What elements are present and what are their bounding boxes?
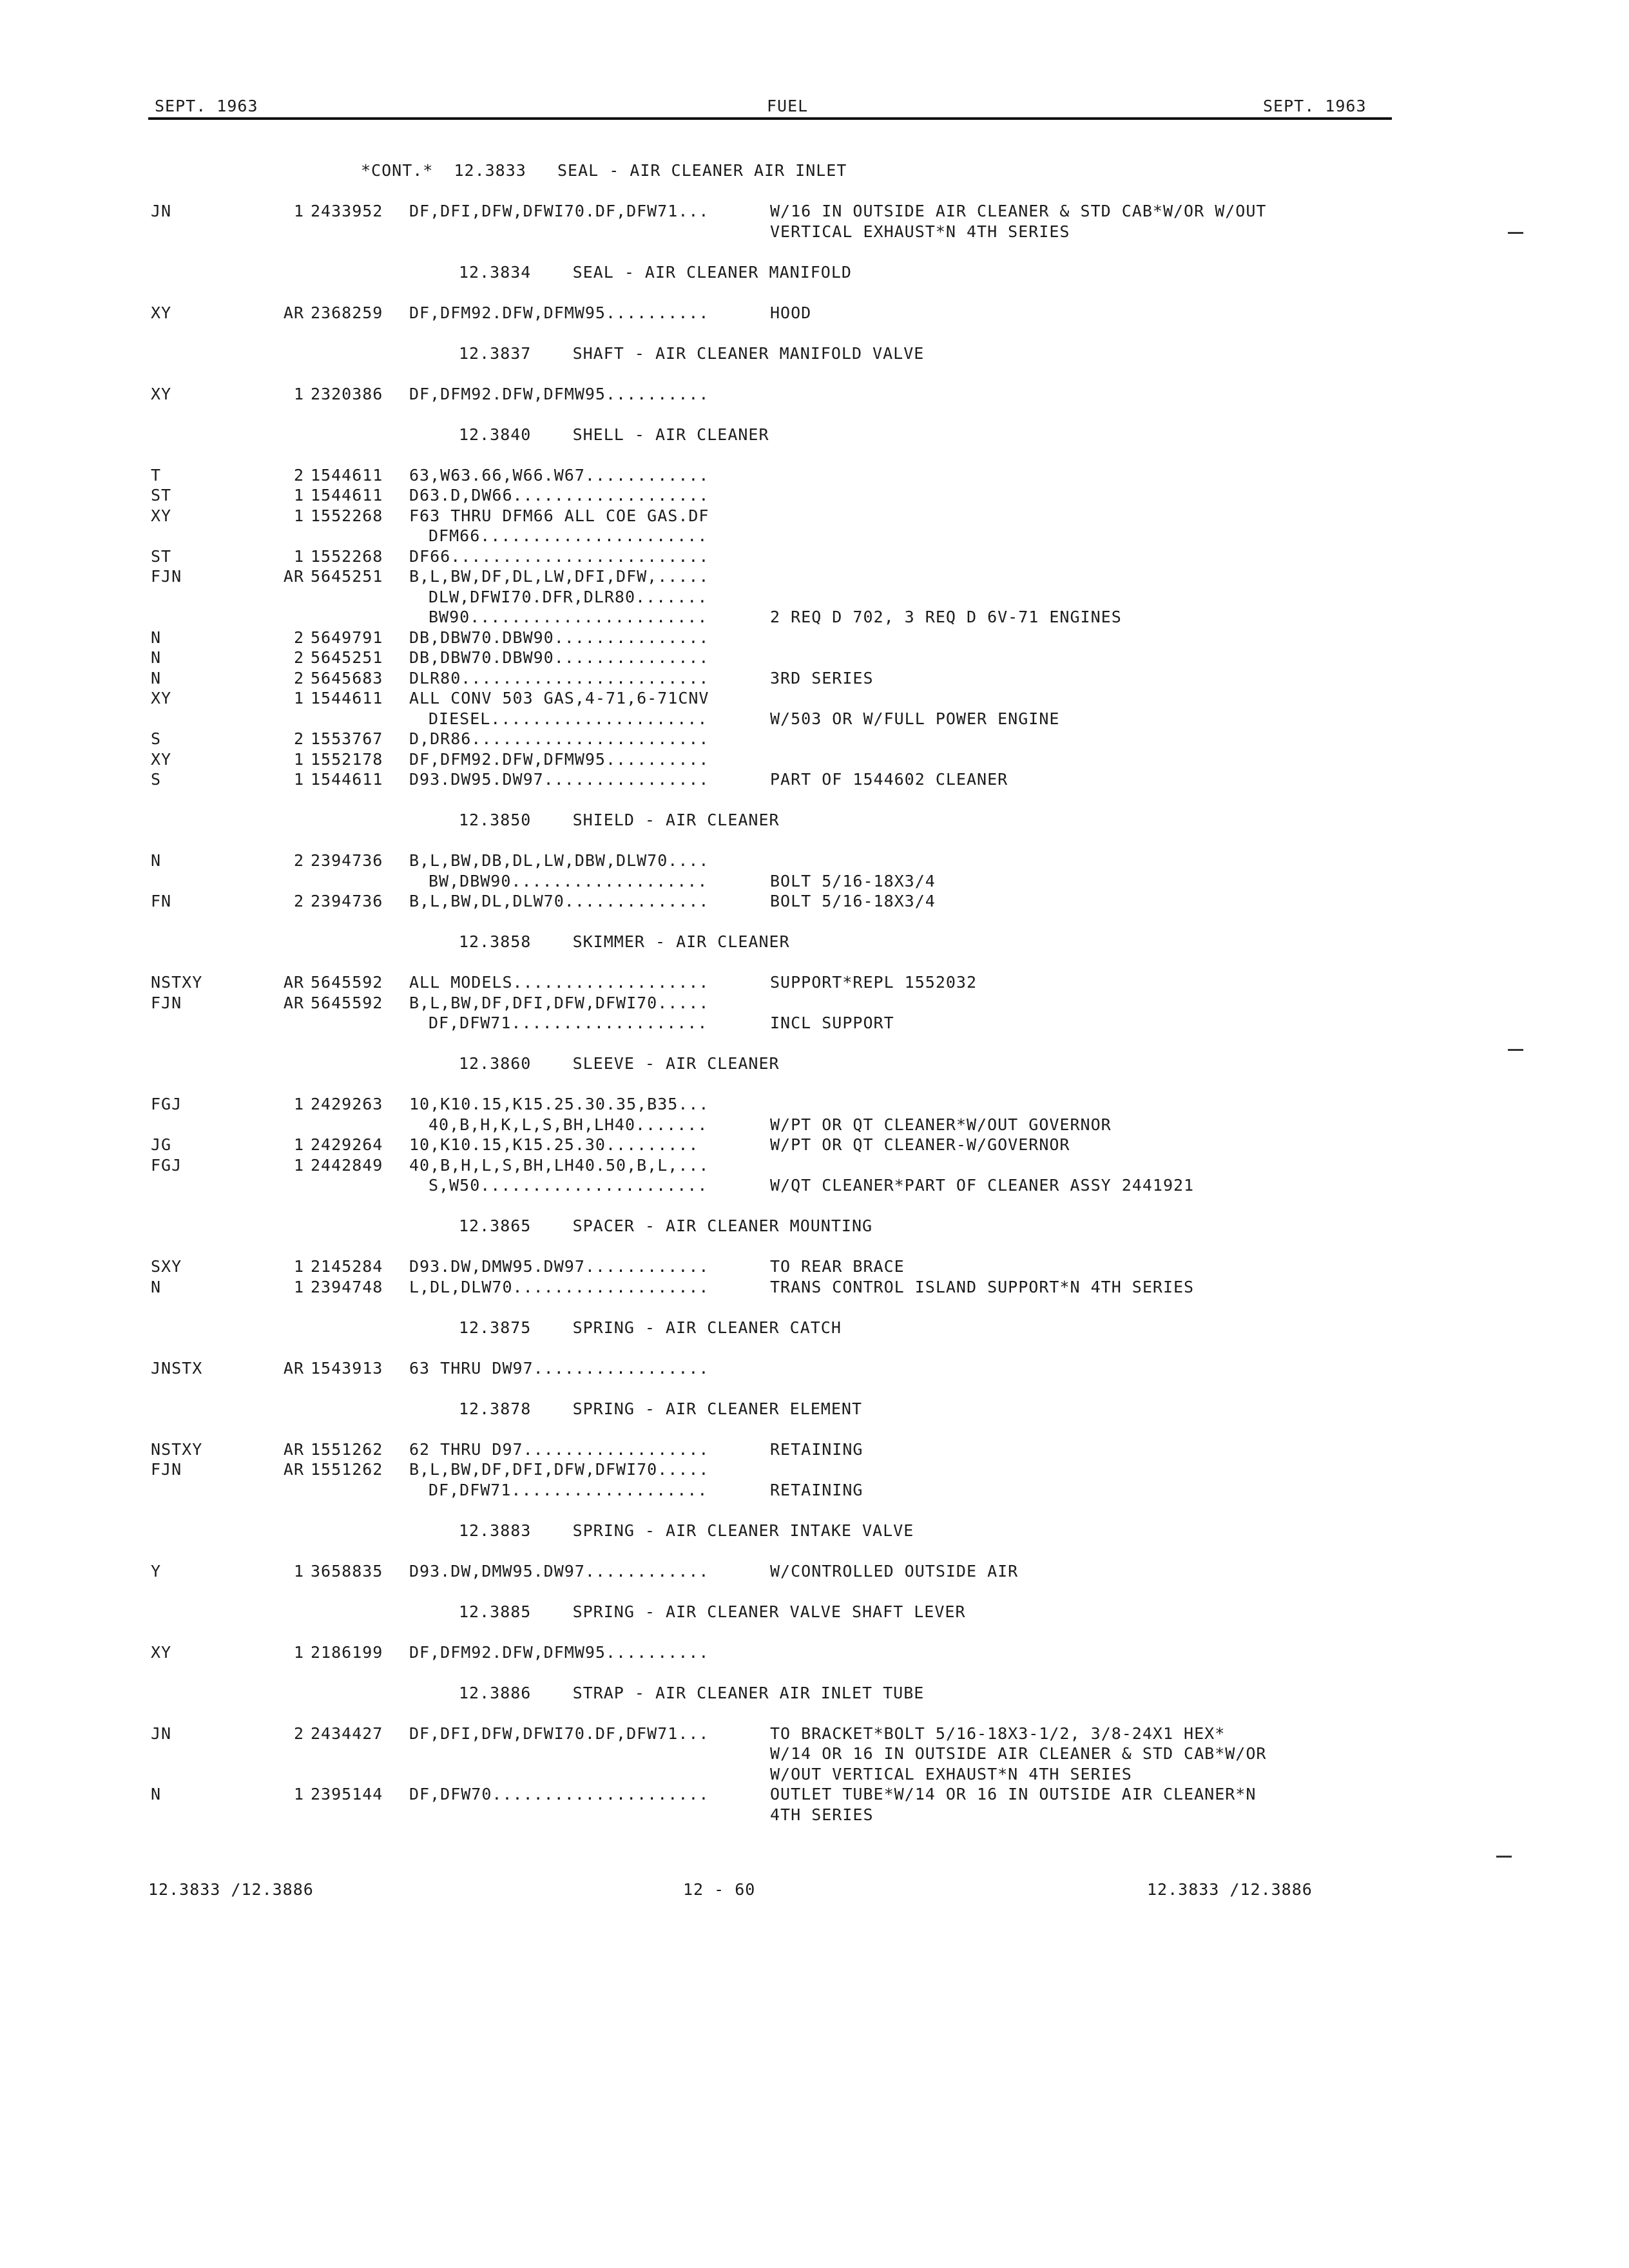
section-heading: 12.3860 SLEEVE - AIR CLEANER bbox=[459, 1054, 780, 1073]
model-list-continued: BW90....................... bbox=[429, 608, 708, 626]
quantity: 1 bbox=[293, 1135, 304, 1154]
remark-text: 2 REQ D 702, 3 REQ D 6V-71 ENGINES bbox=[770, 608, 1122, 626]
part-number: 2368259 bbox=[311, 303, 383, 322]
model-list: 40,B,H,L,S,BH,LH40.50,B,L,... bbox=[409, 1156, 709, 1175]
part-number: 2442849 bbox=[311, 1156, 383, 1175]
model-list-continued: DLW,DFWI70.DFR,DLR80....... bbox=[429, 588, 708, 606]
part-number: 5645683 bbox=[311, 669, 383, 687]
quantity: 2 bbox=[293, 729, 304, 748]
usage-code: ST bbox=[151, 547, 172, 566]
margin-mark bbox=[1508, 232, 1523, 234]
model-list: ALL MODELS................... bbox=[409, 973, 709, 992]
model-list-continued: S,W50...................... bbox=[429, 1176, 708, 1195]
model-list: DF,DFM92.DFW,DFMW95.......... bbox=[409, 303, 709, 322]
quantity: AR bbox=[283, 303, 304, 322]
part-number: 2186199 bbox=[311, 1643, 383, 1662]
quantity: 1 bbox=[293, 1156, 304, 1175]
remark-text: BOLT 5/16-18X3/4 bbox=[770, 872, 936, 890]
model-list: B,L,BW,DF,DFI,DFW,DFWI70..... bbox=[409, 1460, 709, 1479]
model-list: DF,DFM92.DFW,DFMW95.......... bbox=[409, 1643, 709, 1662]
part-number: 1552268 bbox=[311, 547, 383, 566]
margin-mark bbox=[1508, 1049, 1523, 1051]
usage-code: Y bbox=[151, 1562, 162, 1581]
remark-text: W/QT CLEANER*PART OF CLEANER ASSY 2441921 bbox=[770, 1176, 1195, 1195]
remark-text: SUPPORT*REPL 1552032 bbox=[770, 973, 978, 992]
usage-code: XY bbox=[151, 1643, 172, 1662]
part-number: 5649791 bbox=[311, 628, 383, 647]
model-list: B,L,BW,DL,DLW70.............. bbox=[409, 892, 709, 910]
quantity: 1 bbox=[293, 1785, 304, 1803]
usage-code: FN bbox=[151, 892, 172, 910]
part-number: 2429264 bbox=[311, 1135, 383, 1154]
section-heading: 12.3883 SPRING - AIR CLEANER INTAKE VALVE bbox=[459, 1521, 914, 1540]
part-number: 2433952 bbox=[311, 202, 383, 220]
model-list: 63 THRU DW97................. bbox=[409, 1359, 709, 1378]
usage-code: FJN bbox=[151, 994, 182, 1012]
margin-mark bbox=[1496, 1856, 1512, 1858]
section-heading: 12.3858 SKIMMER - AIR CLEANER bbox=[459, 932, 790, 951]
quantity: 2 bbox=[293, 466, 304, 485]
part-number: 1552178 bbox=[311, 750, 383, 769]
usage-code: JN bbox=[151, 202, 172, 220]
usage-code: N bbox=[151, 628, 162, 647]
usage-code: JNSTX bbox=[151, 1359, 203, 1378]
model-list-continued: DF,DFW71................... bbox=[429, 1014, 708, 1032]
quantity: 1 bbox=[293, 1643, 304, 1662]
header-rule bbox=[148, 117, 1392, 120]
part-number: 1544611 bbox=[311, 466, 383, 485]
section-heading: 12.3850 SHIELD - AIR CLEANER bbox=[459, 811, 780, 829]
part-number: 2394736 bbox=[311, 892, 383, 910]
part-number: 1551262 bbox=[311, 1460, 383, 1479]
usage-code: XY bbox=[151, 303, 172, 322]
part-number: 2429263 bbox=[311, 1095, 383, 1113]
part-number: 2395144 bbox=[311, 1785, 383, 1803]
quantity: 1 bbox=[293, 689, 304, 707]
remark-text: W/CONTROLLED OUTSIDE AIR bbox=[770, 1562, 1019, 1581]
part-number: 2394736 bbox=[311, 851, 383, 870]
remark-text: W/503 OR W/FULL POWER ENGINE bbox=[770, 709, 1060, 728]
quantity: AR bbox=[283, 567, 304, 586]
quantity: 1 bbox=[293, 385, 304, 403]
usage-code: N bbox=[151, 669, 162, 687]
model-list-continued: DIESEL..................... bbox=[429, 709, 708, 728]
remark-text: PART OF 1544602 CLEANER bbox=[770, 770, 1008, 789]
model-list-continued: BW,DBW90................... bbox=[429, 872, 708, 890]
quantity: AR bbox=[283, 1440, 304, 1459]
quantity: 1 bbox=[293, 1562, 304, 1581]
part-number: 2394748 bbox=[311, 1278, 383, 1296]
footer-range-right: 12.3833 /12.3886 bbox=[1147, 1880, 1313, 1899]
model-list: B,L,BW,DB,DL,LW,DBW,DLW70.... bbox=[409, 851, 709, 870]
part-number: 1544611 bbox=[311, 486, 383, 505]
usage-code: JN bbox=[151, 1724, 172, 1743]
part-number: 2145284 bbox=[311, 1257, 383, 1276]
remark-text: W/14 OR 16 IN OUTSIDE AIR CLEANER & STD CAB*W/OR bbox=[770, 1744, 1267, 1763]
usage-code: ST bbox=[151, 486, 172, 505]
model-list-continued: DFM66...................... bbox=[429, 526, 708, 545]
usage-code: S bbox=[151, 770, 162, 789]
remark-text: 3RD SERIES bbox=[770, 669, 874, 687]
usage-code: XY bbox=[151, 750, 172, 769]
quantity: 1 bbox=[293, 1278, 304, 1296]
remark-text: W/PT OR QT CLEANER-W/GOVERNOR bbox=[770, 1135, 1070, 1154]
part-number: 2320386 bbox=[311, 385, 383, 403]
model-list: F63 THRU DFM66 ALL COE GAS.DF bbox=[409, 506, 709, 525]
usage-code: XY bbox=[151, 689, 172, 707]
footer-page-number: 12 - 60 bbox=[683, 1880, 756, 1899]
model-list: DF,DFI,DFW,DFWI70.DF,DFW71... bbox=[409, 1724, 709, 1743]
usage-code: FJN bbox=[151, 567, 182, 586]
usage-code: N bbox=[151, 851, 162, 870]
remark-text: TRANS CONTROL ISLAND SUPPORT*N 4TH SERIES bbox=[770, 1278, 1195, 1296]
model-list: DF,DFM92.DFW,DFMW95.......... bbox=[409, 385, 709, 403]
usage-code: FGJ bbox=[151, 1095, 182, 1113]
remark-text: VERTICAL EXHAUST*N 4TH SERIES bbox=[770, 222, 1070, 241]
remark-text: 4TH SERIES bbox=[770, 1805, 874, 1824]
usage-code: NSTXY bbox=[151, 973, 203, 992]
quantity: 1 bbox=[293, 1257, 304, 1276]
remark-text: W/PT OR QT CLEANER*W/OUT GOVERNOR bbox=[770, 1115, 1112, 1134]
usage-code: FJN bbox=[151, 1460, 182, 1479]
usage-code: XY bbox=[151, 506, 172, 525]
model-list: D93.DW,DMW95.DW97............ bbox=[409, 1562, 709, 1581]
remark-text: OUTLET TUBE*W/14 OR 16 IN OUTSIDE AIR CLEANER*N bbox=[770, 1785, 1257, 1803]
section-heading: 12.3885 SPRING - AIR CLEANER VALVE SHAFT LEVER bbox=[459, 1602, 966, 1621]
quantity: 2 bbox=[293, 1724, 304, 1743]
section-heading: 12.3875 SPRING - AIR CLEANER CATCH bbox=[459, 1318, 842, 1337]
part-number: 5645592 bbox=[311, 994, 383, 1012]
usage-code: N bbox=[151, 1278, 162, 1296]
remark-text: W/16 IN OUTSIDE AIR CLEANER & STD CAB*W/OR W/OUT bbox=[770, 202, 1267, 220]
part-number: 1544611 bbox=[311, 770, 383, 789]
model-list: DB,DBW70.DBW90............... bbox=[409, 648, 709, 667]
remark-text: RETAINING bbox=[770, 1440, 863, 1459]
section-heading: *CONT.* 12.3833 SEAL - AIR CLEANER AIR INLET bbox=[361, 161, 847, 180]
section-heading: 12.3865 SPACER - AIR CLEANER MOUNTING bbox=[459, 1216, 873, 1235]
model-list: 62 THRU D97.................. bbox=[409, 1440, 709, 1459]
quantity: 2 bbox=[293, 628, 304, 647]
usage-code: JG bbox=[151, 1135, 172, 1154]
part-number: 5645592 bbox=[311, 973, 383, 992]
quantity: AR bbox=[283, 973, 304, 992]
model-list-continued: DF,DFW71................... bbox=[429, 1481, 708, 1499]
usage-code: N bbox=[151, 648, 162, 667]
part-number: 5645251 bbox=[311, 567, 383, 586]
quantity: 1 bbox=[293, 506, 304, 525]
quantity: 1 bbox=[293, 750, 304, 769]
model-list: D,DR86....................... bbox=[409, 729, 709, 748]
section-heading: 12.3886 STRAP - AIR CLEANER AIR INLET TUBE bbox=[459, 1684, 925, 1702]
quantity: 2 bbox=[293, 669, 304, 687]
quantity: 2 bbox=[293, 851, 304, 870]
quantity: 1 bbox=[293, 486, 304, 505]
remark-text: RETAINING bbox=[770, 1481, 863, 1499]
model-list: B,L,BW,DF,DL,LW,DFI,DFW,..... bbox=[409, 567, 709, 586]
remark-text: TO BRACKET*BOLT 5/16-18X3-1/2, 3/8-24X1 HEX* bbox=[770, 1724, 1226, 1743]
part-number: 5645251 bbox=[311, 648, 383, 667]
model-list: DB,DBW70.DBW90............... bbox=[409, 628, 709, 647]
model-list: DF66......................... bbox=[409, 547, 709, 566]
header-date-left: SEPT. 1963 bbox=[155, 97, 258, 115]
part-number: 1543913 bbox=[311, 1359, 383, 1378]
model-list: DF,DFI,DFW,DFWI70.DF,DFW71... bbox=[409, 202, 709, 220]
model-list: 10,K10.15,K15.25.30.35,B35... bbox=[409, 1095, 709, 1113]
model-list: DLR80........................ bbox=[409, 669, 709, 687]
quantity: 1 bbox=[293, 1095, 304, 1113]
header-date-right: SEPT. 1963 bbox=[1263, 97, 1367, 115]
model-list: DF,DFM92.DFW,DFMW95.......... bbox=[409, 750, 709, 769]
model-list: D93.DW95.DW97................ bbox=[409, 770, 709, 789]
section-heading: 12.3840 SHELL - AIR CLEANER bbox=[459, 425, 769, 444]
remark-text: TO REAR BRACE bbox=[770, 1257, 905, 1276]
model-list-continued: 40,B,H,K,L,S,BH,LH40....... bbox=[429, 1115, 708, 1134]
section-heading: 12.3878 SPRING - AIR CLEANER ELEMENT bbox=[459, 1399, 862, 1418]
quantity: 2 bbox=[293, 892, 304, 910]
footer-range-left: 12.3833 /12.3886 bbox=[148, 1880, 314, 1899]
model-list: ALL CONV 503 GAS,4-71,6-71CNV bbox=[409, 689, 709, 707]
model-list: L,DL,DLW70................... bbox=[409, 1278, 709, 1296]
model-list: D93.DW,DMW95.DW97............ bbox=[409, 1257, 709, 1276]
section-heading: 12.3834 SEAL - AIR CLEANER MANIFOLD bbox=[459, 263, 852, 282]
model-list: D63.D,DW66................... bbox=[409, 486, 709, 505]
part-number: 1544611 bbox=[311, 689, 383, 707]
part-number: 2434427 bbox=[311, 1724, 383, 1743]
usage-code: SXY bbox=[151, 1257, 182, 1276]
part-number: 3658835 bbox=[311, 1562, 383, 1581]
remark-text: INCL SUPPORT bbox=[770, 1014, 894, 1032]
quantity: 2 bbox=[293, 648, 304, 667]
header-section-title: FUEL bbox=[767, 97, 809, 115]
quantity: AR bbox=[283, 994, 304, 1012]
usage-code: NSTXY bbox=[151, 1440, 203, 1459]
usage-code: XY bbox=[151, 385, 172, 403]
quantity: 1 bbox=[293, 547, 304, 566]
section-heading: 12.3837 SHAFT - AIR CLEANER MANIFOLD VALVE bbox=[459, 344, 925, 363]
quantity: AR bbox=[283, 1460, 304, 1479]
part-number: 1553767 bbox=[311, 729, 383, 748]
part-number: 1551262 bbox=[311, 1440, 383, 1459]
remark-text: HOOD bbox=[770, 303, 812, 322]
quantity: 1 bbox=[293, 770, 304, 789]
model-list: 63,W63.66,W66.W67............ bbox=[409, 466, 709, 485]
usage-code: N bbox=[151, 1785, 162, 1803]
usage-code: T bbox=[151, 466, 162, 485]
part-number: 1552268 bbox=[311, 506, 383, 525]
remark-text: BOLT 5/16-18X3/4 bbox=[770, 892, 936, 910]
remark-text: W/OUT VERTICAL EXHAUST*N 4TH SERIES bbox=[770, 1765, 1132, 1783]
model-list: 10,K10.15,K15.25.30......... bbox=[409, 1135, 699, 1154]
quantity: 1 bbox=[293, 202, 304, 220]
usage-code: S bbox=[151, 729, 162, 748]
model-list: B,L,BW,DF,DFI,DFW,DFWI70..... bbox=[409, 994, 709, 1012]
usage-code: FGJ bbox=[151, 1156, 182, 1175]
quantity: AR bbox=[283, 1359, 304, 1378]
model-list: DF,DFW70..................... bbox=[409, 1785, 709, 1803]
